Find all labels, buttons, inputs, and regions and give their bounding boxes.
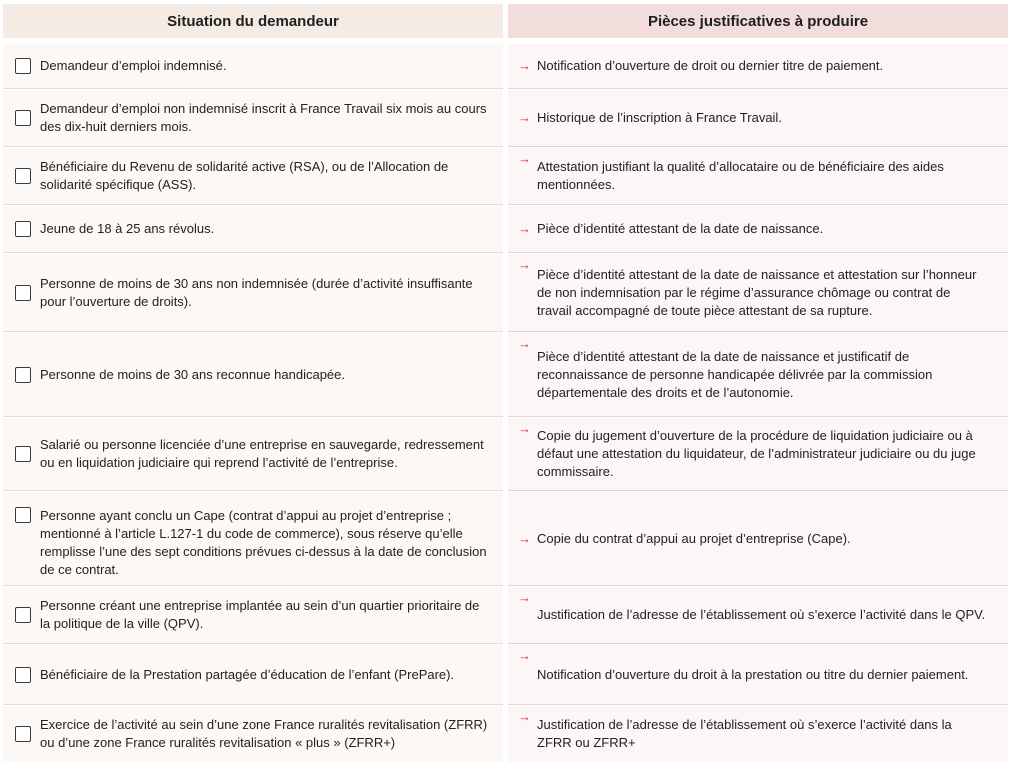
table-row	[3, 90, 1008, 147]
piece-text: Pièce d’identité attestant de la date de naissance et attestation sur l’honneur de non indemnisation par le régime d’assurance chômage ou contrat de travail accompagné de toute pièce attestant de sa rupture.	[537, 266, 977, 318]
situation-checkbox[interactable]	[15, 221, 31, 237]
table-row	[3, 333, 1008, 417]
arrow-right-icon: →	[518, 421, 531, 436]
situation-text: Personne de moins de 30 ans reconnue handicapée.	[40, 366, 345, 382]
arrow-right-icon: →	[518, 530, 531, 546]
arrow-right-icon: →	[518, 151, 531, 166]
table-row	[3, 492, 1008, 586]
piece-cell	[508, 333, 1008, 417]
situation-cell	[3, 587, 503, 644]
table-row	[3, 418, 1008, 491]
piece-text: Attestation justifiant la qualité d’allocataire ou de bénéficiaire des aides mentionnées.	[537, 159, 944, 192]
situation-checkbox[interactable]	[15, 726, 31, 742]
situation-text: Personne de moins de 30 ans non indemnisée (durée d’activité insuffisante pour l’ouverture de droits).	[40, 275, 473, 309]
situation-cell	[3, 206, 503, 253]
situation-cell	[3, 706, 503, 762]
table-row	[3, 706, 1008, 762]
header-situation: Situation du demandeur	[3, 4, 503, 38]
arrow-right-icon: →	[518, 648, 531, 663]
situation-checkbox[interactable]	[15, 667, 31, 683]
situation-text: Exercice de l’activité au sein d’une zone France ruralités revitalisation (ZFRR) ou d’une zone France ruralités revitalisation « plus » (ZFRR+)	[40, 717, 488, 750]
piece-cell	[508, 706, 1008, 762]
situation-checkbox[interactable]	[15, 446, 31, 462]
arrow-right-icon: →	[518, 709, 531, 724]
situation-cell	[3, 492, 503, 586]
table-row	[3, 206, 1008, 253]
situation-checkbox[interactable]	[15, 110, 31, 126]
piece-text: Copie du contrat d’appui au projet d’entreprise (Cape).	[537, 530, 851, 546]
situation-cell	[3, 418, 503, 491]
arrow-right-icon: →	[518, 336, 531, 351]
piece-cell	[508, 90, 1008, 147]
situation-checkbox[interactable]	[15, 58, 31, 74]
header-pieces: Pièces justificatives à produire	[508, 4, 1008, 38]
piece-cell	[508, 587, 1008, 644]
piece-cell	[508, 418, 1008, 491]
situation-text: Personne créant une entreprise implantée au sein d’un quartier prioritaire de la politique de la ville (QPV).	[40, 598, 480, 631]
situation-checkbox[interactable]	[15, 607, 31, 623]
table-row	[3, 587, 1008, 644]
piece-text: Notification d’ouverture de droit ou dernier titre de paiement.	[537, 58, 884, 73]
piece-cell	[508, 148, 1008, 205]
piece-text: Copie du jugement d’ouverture de la procédure de liquidation judiciaire ou à défaut une attestation du liquidateur, de l’administrateur judiciaire ou du juge commissaire.	[537, 428, 976, 479]
situation-text: Demandeur d’emploi non indemnisé inscrit à France Travail six mois au cours des dix-huit derniers mois.	[40, 101, 487, 134]
piece-cell	[508, 206, 1008, 253]
piece-text: Pièce d’identité attestant de la date de naissance.	[537, 221, 824, 236]
piece-cell	[508, 645, 1008, 705]
situation-cell	[3, 148, 503, 205]
situation-text: Demandeur d’emploi indemnisé.	[40, 58, 227, 73]
situation-checkbox[interactable]	[15, 507, 31, 523]
table-row	[3, 44, 1008, 89]
situation-text: Jeune de 18 à 25 ans révolus.	[40, 221, 215, 236]
arrow-right-icon: →	[518, 257, 531, 272]
arrow-right-icon: →	[518, 590, 531, 605]
table-header	[3, 4, 1008, 38]
table-row	[3, 645, 1008, 705]
situation-cell	[3, 90, 503, 147]
piece-text: Historique de l’inscription à France Travail.	[537, 110, 782, 125]
arrow-right-icon: →	[518, 58, 531, 73]
arrow-right-icon: →	[518, 110, 531, 125]
situation-text: Bénéficiaire de la Prestation partagée d’éducation de l’enfant (PrePare).	[40, 666, 455, 682]
situation-cell	[3, 254, 503, 332]
situation-checkbox[interactable]	[15, 168, 31, 184]
situation-checkbox[interactable]	[15, 367, 31, 383]
piece-cell	[508, 254, 1008, 332]
piece-cell	[508, 492, 1008, 586]
situation-checkbox[interactable]	[15, 285, 31, 301]
situation-cell	[3, 333, 503, 417]
arrow-right-icon: →	[518, 221, 531, 236]
piece-text: Pièce d’identité attestant de la date de naissance et justificatif de reconnaissance de personne handicapée délivrée par la commission départementale des droits et de l’autonomie.	[537, 348, 933, 400]
table-row	[3, 254, 1008, 332]
piece-text: Notification d’ouverture du droit à la prestation ou titre du dernier paiement.	[537, 666, 969, 682]
situation-cell	[3, 44, 503, 89]
piece-text: Justification de l’adresse de l’établissement où s’exerce l’activité dans le QPV.	[537, 607, 986, 622]
situation-text: Bénéficiaire du Revenu de solidarité active (RSA), ou de l’Allocation de solidarité spécifique (ASS).	[40, 159, 449, 192]
situation-cell	[3, 645, 503, 705]
situation-text: Salarié ou personne licenciée d’une entreprise en sauvegarde, redressement ou en liquidation judiciaire qui reprend l’activité de l’entreprise.	[40, 437, 484, 470]
piece-cell	[508, 44, 1008, 89]
situation-text: Personne ayant conclu un Cape (contrat d’appui au projet d’entreprise ; mentionné à l’article L.127-1 du code de commerce), sous réserve qu’elle remplisse l’une des sept conditions prévues ci-dessus à la date de conclusion de ce contrat.	[40, 508, 487, 577]
piece-text: Justification de l’adresse de l’établissement où s’exerce l’activité dans la ZFRR ou ZFRR+	[537, 717, 952, 750]
table-row	[3, 148, 1008, 205]
